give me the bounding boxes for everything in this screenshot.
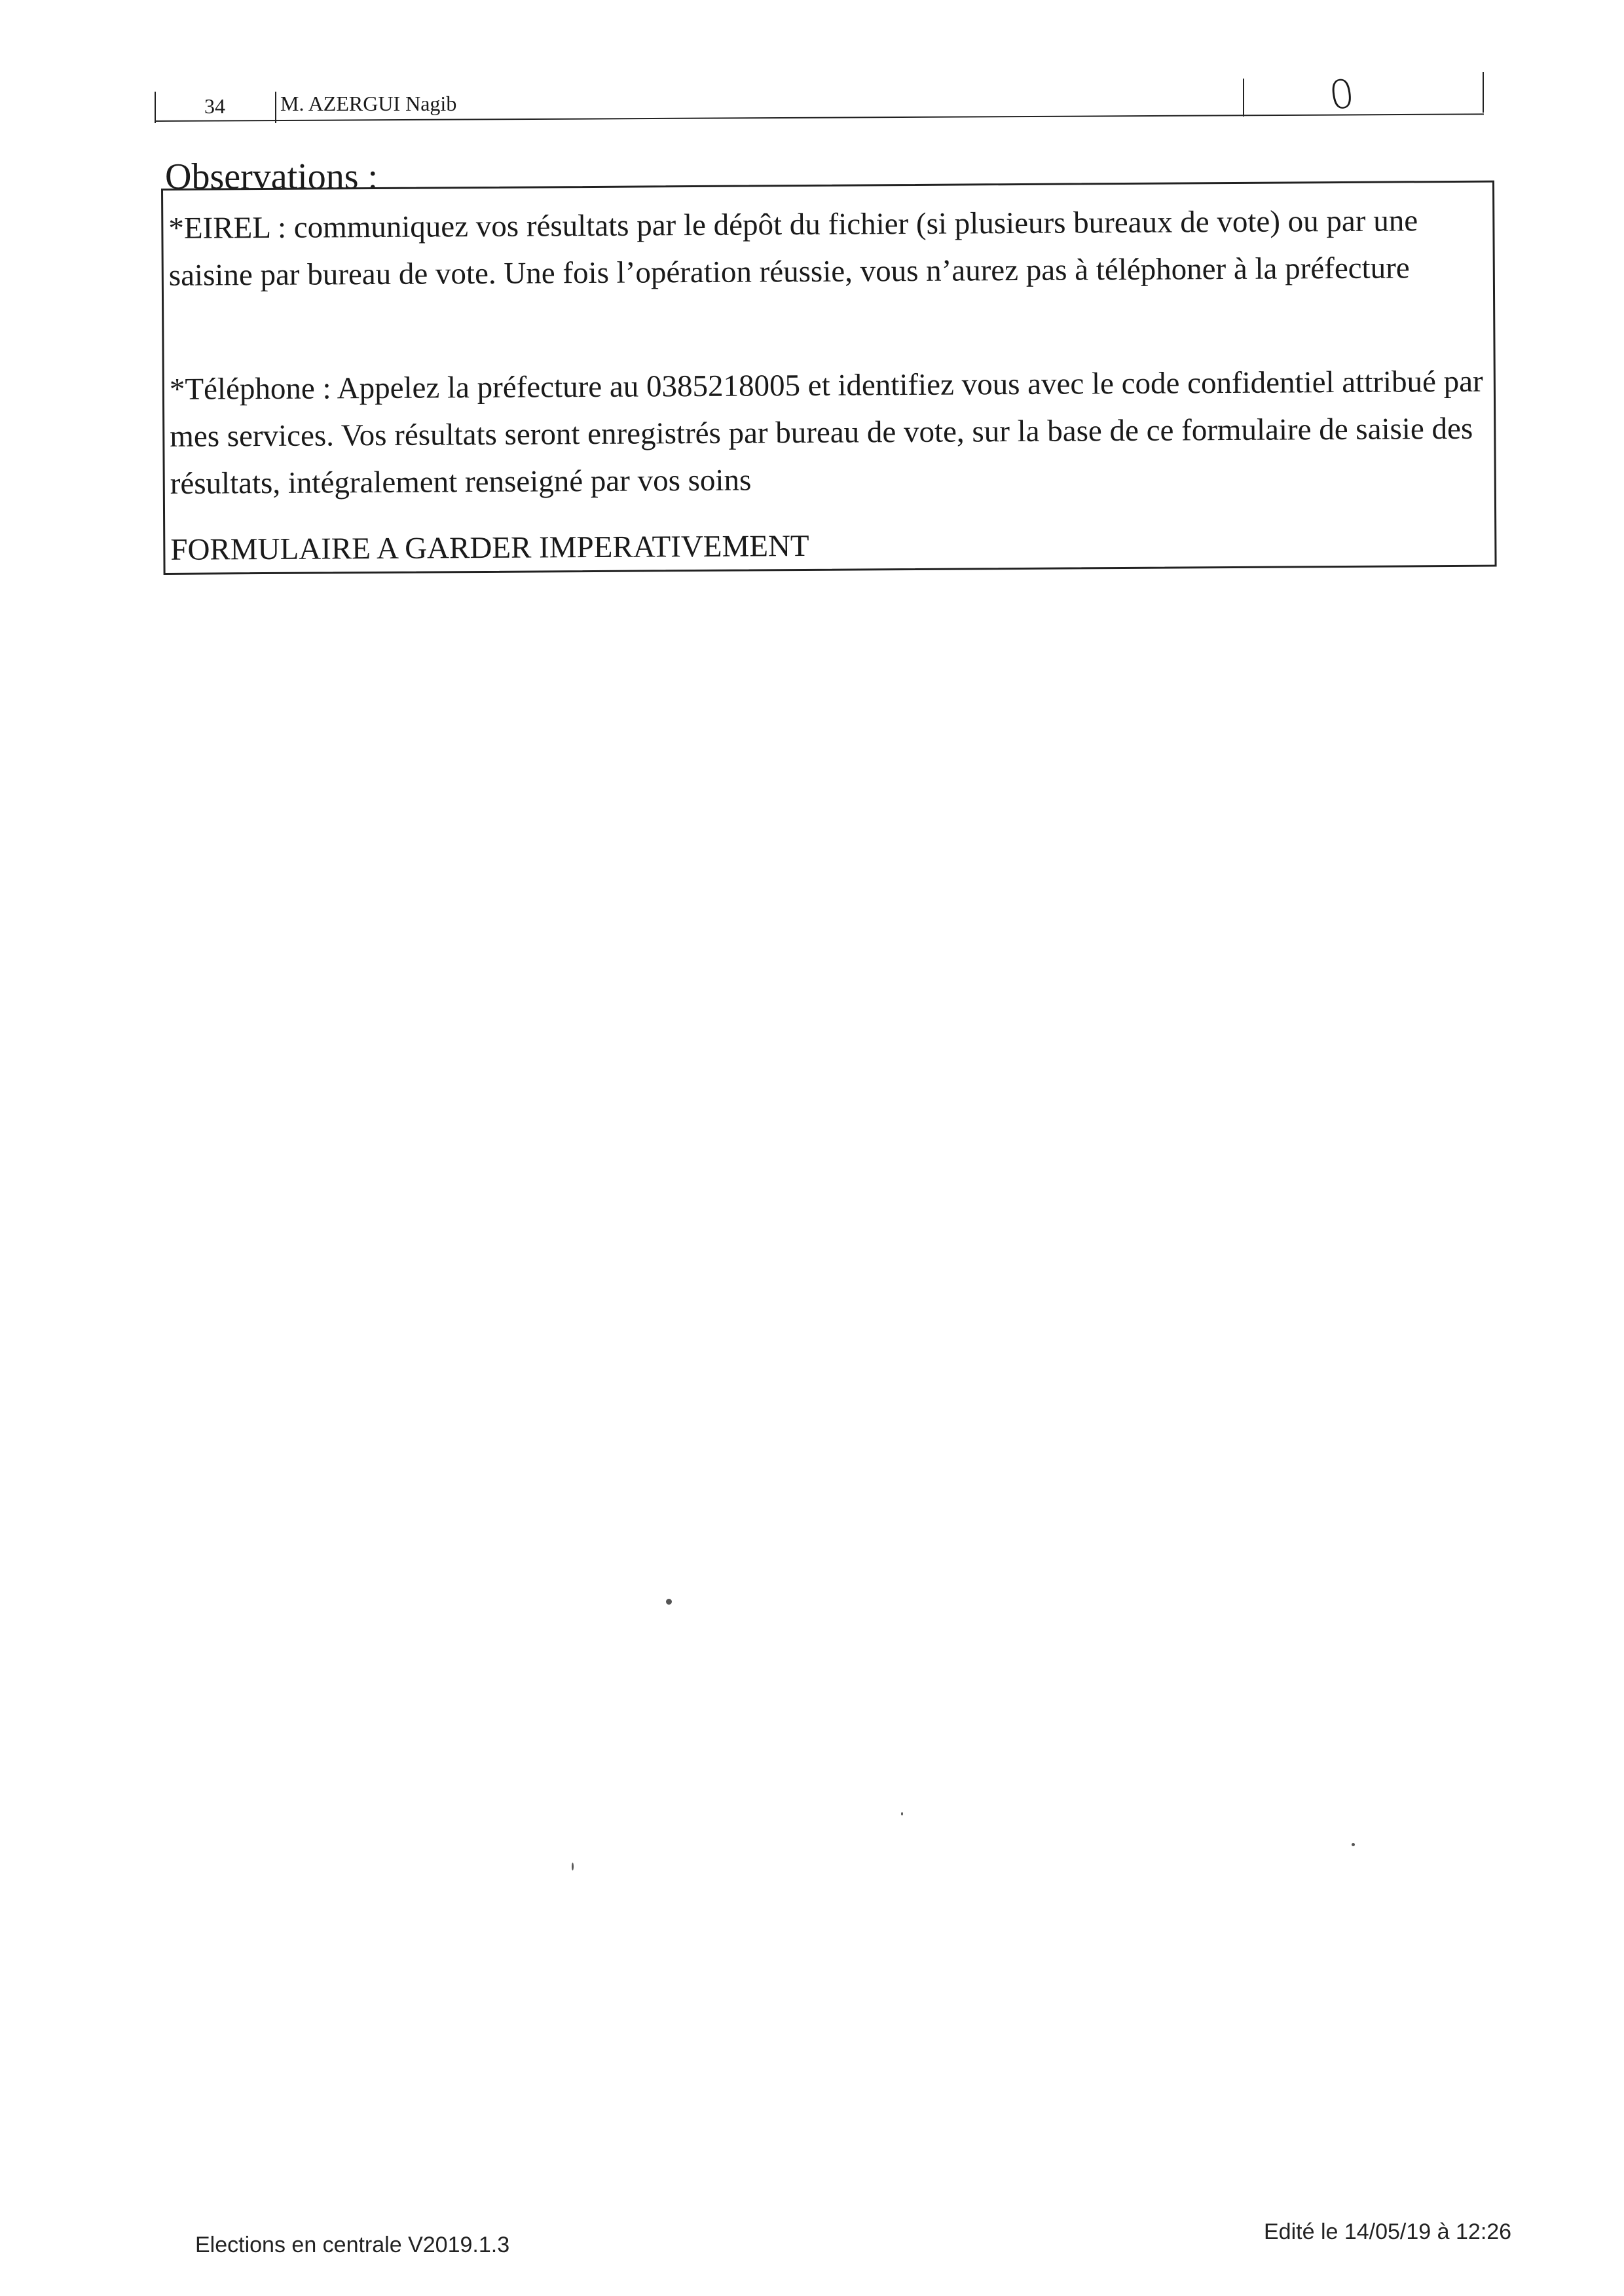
eirel-instructions: *EIREL : communiquez vos résultats par le dépôt du fichier (si plusieurs bureaux de vote) ou par une saisine par bureau de vote. Une fois l’opération réussie, vous n’aurez pas à téléphoner à la préfecture xyxy=(168,204,1418,293)
scan-speck xyxy=(901,1812,903,1815)
header-result-divider xyxy=(1243,79,1244,117)
scan-speck xyxy=(666,1599,672,1605)
candidate-name: M. AZERGUI Nagib xyxy=(280,92,457,115)
software-version: Elections en centrale V2019.1.3 xyxy=(195,2232,510,2257)
keep-form-notice: FORMULAIRE A GARDER IMPERATIVEMENT xyxy=(170,528,809,567)
header-divider xyxy=(275,92,276,123)
header-right-border xyxy=(1483,72,1484,113)
edit-timestamp: Edité le 14/05/19 à 12:26 xyxy=(1264,2219,1512,2244)
observations-title: Observations : xyxy=(165,156,378,197)
observations-box xyxy=(161,181,1497,575)
scan-speck xyxy=(1352,1843,1355,1846)
row-number: 34 xyxy=(204,94,225,118)
handwritten-result: 0 xyxy=(1326,70,1357,120)
telephone-instructions: *Téléphone : Appelez la préfecture au 0385218005 et identifiez vous avec le code confidentiel attribué par mes services. Vos résultats seront enregistrés par bureau de vote, sur la base de ce formulaire de saisie des résultats, intégralement renseigné par vos soins xyxy=(169,364,1483,501)
header-left-border xyxy=(155,92,156,123)
scan-speck xyxy=(572,1863,574,1870)
